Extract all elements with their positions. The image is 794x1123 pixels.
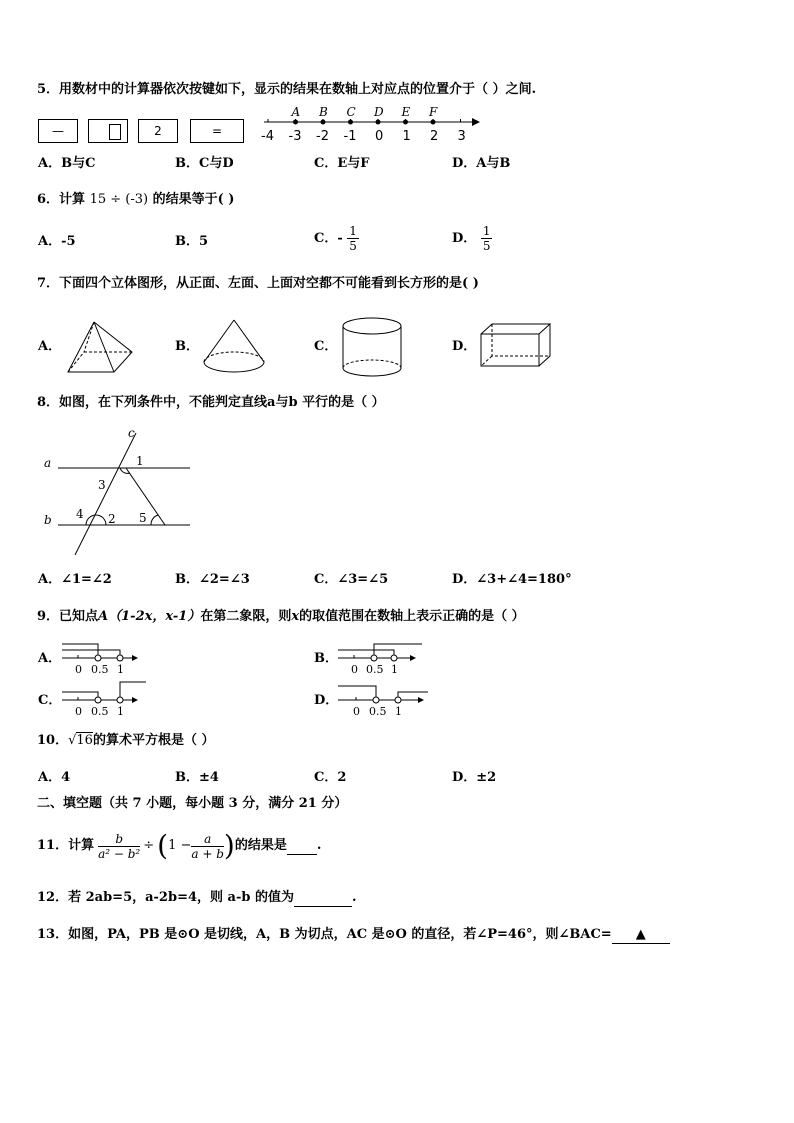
q13-stem: 13．如图，PA，PB 是⊙O 是切线，A，B 为切点，AC 是⊙O 的直径，若∠P=46°，则∠BAC= ▲ — [37, 927, 670, 944]
q9-option-a[interactable]: A． — [38, 651, 62, 666]
q5-axis-tick-label: 3 — [457, 129, 466, 144]
svg-text:1: 1 — [391, 663, 398, 676]
svg-text:0: 0 — [351, 663, 358, 676]
q5-option-b[interactable]: B．C与D — [175, 156, 234, 171]
q10-option-b[interactable]: B．±4 — [175, 770, 219, 785]
svg-text:0.5: 0.5 — [366, 663, 384, 676]
q5-axis-point-label: D — [374, 105, 384, 119]
q9-option-c[interactable]: C． — [38, 693, 62, 708]
svg-text:0.5: 0.5 — [369, 705, 387, 718]
q5-axis-point-label: A — [291, 105, 301, 119]
label-angle-2: 2 — [108, 512, 116, 526]
label-line-b: b — [44, 513, 52, 527]
q10-stem: 10．√16的算术平方根是（ ） — [37, 733, 215, 748]
q6-option-a[interactable]: A．-5 — [38, 234, 76, 249]
q9-stem: 9．已知点A（1-2x，x-1）在第二象限，则x的取值范围在数轴上表示正确的是（ ） — [37, 609, 525, 624]
pyramid-figure — [64, 320, 134, 375]
q10-option-d[interactable]: D．±2 — [452, 770, 497, 785]
cone-figure — [200, 318, 270, 378]
calc-key-sqrt — [88, 119, 128, 143]
q7-option-b[interactable]: B． — [175, 339, 199, 354]
q10-radicand: 16 — [76, 733, 93, 748]
q11-answer-blank[interactable] — [287, 838, 317, 855]
q5-axis-tick-label: 1 — [402, 129, 411, 144]
q5-axis-tick-label: 0 — [375, 129, 384, 144]
q9-option-d[interactable]: D． — [314, 693, 339, 708]
cuboid-figure — [478, 322, 556, 370]
q7-option-a[interactable]: A． — [38, 339, 62, 354]
q12-answer-blank[interactable] — [294, 890, 352, 907]
label-angle-3: 3 — [98, 478, 106, 492]
q8-option-c[interactable]: C．∠3=∠5 — [314, 572, 389, 587]
q9-number-line-c — [60, 678, 150, 718]
q10-option-a[interactable]: A．4 — [38, 770, 71, 785]
q5-axis-tick-label: -3 — [288, 129, 302, 144]
q13-answer-blank[interactable]: ▲ — [612, 927, 670, 944]
svg-text:0: 0 — [75, 663, 82, 676]
q5-axis-point — [293, 120, 298, 125]
q5-axis-point — [403, 120, 408, 125]
q9-option-b[interactable]: B． — [314, 651, 338, 666]
calc-key-minus: — — [38, 119, 78, 143]
q6-stem: 6．计算 15 ÷ (-3) 的结果等于( ) — [37, 192, 235, 207]
label-line-a: a — [44, 456, 52, 470]
q11-stem: 11．计算 $\frac{b}{\text{a² − b²}}$ ÷ ( 1 − $\frac{a}{a + b}$ ) 的结果是 . — [37, 829, 322, 862]
cylinder-figure — [340, 316, 406, 380]
q5-stem: 5．用数材中的计算器依次按键如下，显示的结果在数轴上对应点的位置介于（ ）之间. — [37, 82, 537, 97]
q5-axis-point — [348, 120, 353, 125]
svg-text:0: 0 — [353, 705, 360, 718]
q7-option-d[interactable]: D． — [452, 339, 477, 354]
q8-option-d[interactable]: D．∠3+∠4=180° — [452, 572, 572, 587]
q5-option-a[interactable]: A．B与C — [38, 156, 96, 171]
svg-text:0.5: 0.5 — [91, 663, 109, 676]
q6-expression: 15 ÷ (-3) — [89, 192, 149, 207]
q5-axis-point-label: C — [346, 105, 356, 119]
q5-axis-point-label: F — [429, 105, 438, 119]
svg-text:1: 1 — [117, 705, 124, 718]
q5-option-d[interactable]: D．A与B — [452, 156, 511, 171]
label-angle-4: 4 — [76, 507, 84, 521]
q5-axis-tick-label: 2 — [430, 129, 439, 144]
q8-option-a[interactable]: A．∠1=∠2 — [38, 572, 112, 587]
q5-number-line — [260, 104, 480, 144]
svg-text:0: 0 — [75, 705, 82, 718]
q6-option-c[interactable]: C．- $\frac{1}{5}$ — [314, 224, 357, 253]
q5-axis-point — [431, 120, 436, 125]
q8-option-b[interactable]: B．∠2=∠3 — [175, 572, 250, 587]
q9-number-line-b — [336, 636, 426, 676]
q5-axis-point — [376, 120, 381, 125]
q5-axis-point-label: B — [319, 105, 328, 119]
section-2-title: 二、填空题（共 7 小题，每小题 3 分，满分 21 分） — [37, 796, 348, 811]
q5-axis-point — [321, 120, 326, 125]
q5-axis-tick-label: -2 — [316, 129, 329, 144]
label-angle-5: 5 — [139, 511, 147, 525]
q7-stem: 7．下面四个立体图形，从正面、左面、上面对空都不可能看到长方形的是( ) — [37, 276, 479, 291]
q10-option-c[interactable]: C．2 — [314, 770, 347, 785]
q6-option-d[interactable]: D． $\frac{1}{5}$ — [452, 224, 491, 253]
svg-text:1: 1 — [117, 663, 124, 676]
q9-number-line-a — [60, 636, 140, 676]
q5-option-c[interactable]: C．E与F — [314, 156, 370, 171]
q5-axis-point-label: E — [401, 105, 411, 119]
q6-option-b[interactable]: B．5 — [175, 234, 209, 249]
calc-key-equals: = — [190, 119, 244, 143]
label-line-c: c — [128, 426, 135, 440]
svg-text:1: 1 — [395, 705, 402, 718]
label-angle-1: 1 — [136, 454, 144, 468]
q5-axis-tick-label: -1 — [343, 129, 357, 144]
q8-stem: 8．如图，在下列条件中，不能判定直线a与b 平行的是（ ） — [37, 395, 385, 410]
q8-parallel-lines-figure — [40, 425, 200, 560]
q12-stem: 12．若 2ab=5，a-2b=4，则 a-b 的值为 . — [37, 890, 357, 905]
q7-option-c[interactable]: C． — [314, 339, 338, 354]
q5-axis-tick-label: -4 — [261, 129, 274, 144]
svg-text:0.5: 0.5 — [91, 705, 109, 718]
q9-number-line-d — [336, 678, 432, 718]
calc-key-two: 2 — [138, 119, 178, 143]
